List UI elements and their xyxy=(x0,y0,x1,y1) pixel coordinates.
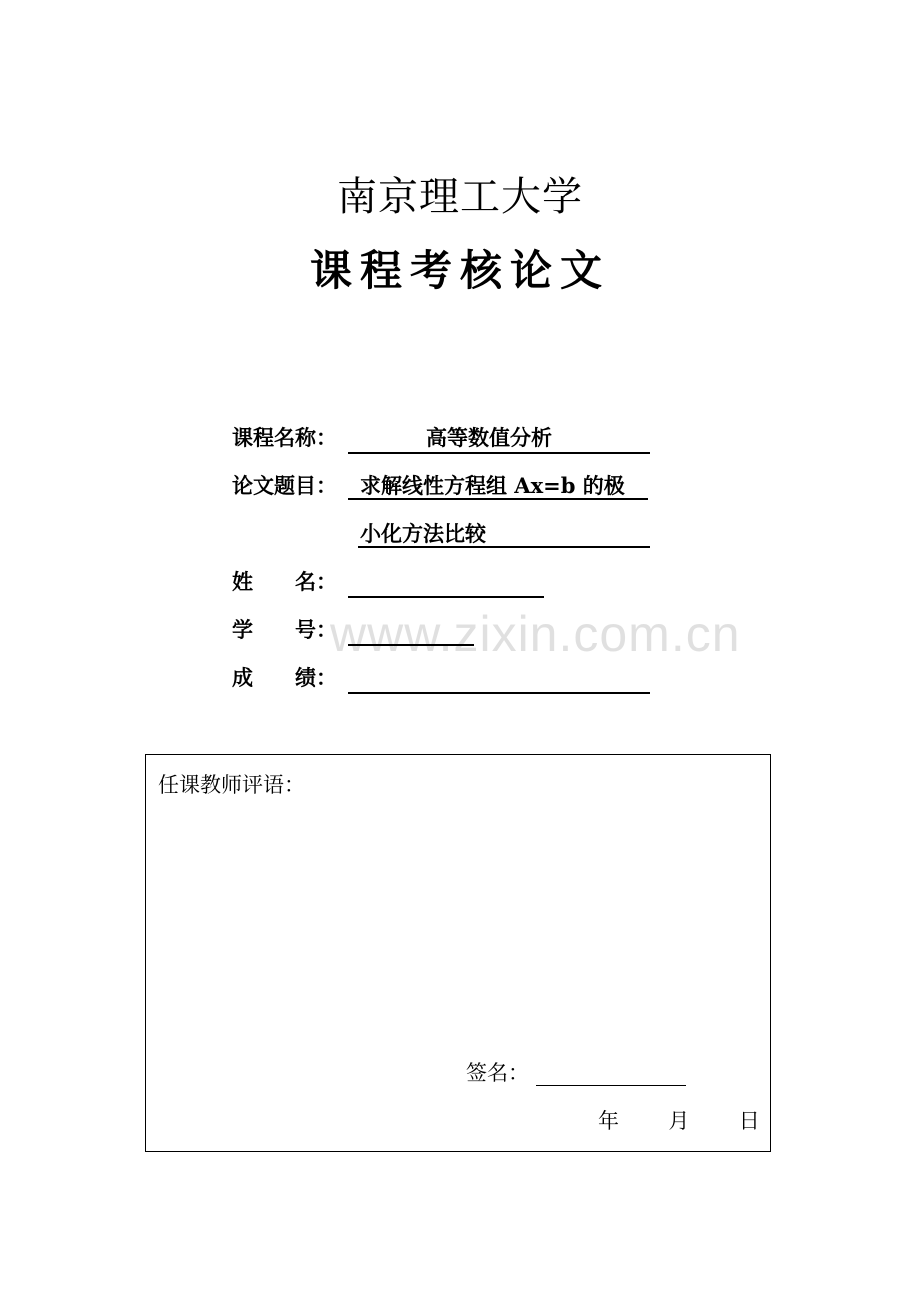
name-label: 姓 名： xyxy=(232,569,337,594)
date-month: 月 xyxy=(668,1109,690,1133)
course-name-field[interactable] xyxy=(348,424,650,454)
watermark: www.zixin.com.cn xyxy=(330,606,741,662)
grade-label: 成 绩： xyxy=(232,665,337,690)
document-type-title: 课程考核论文 xyxy=(309,246,610,295)
teacher-comment-label: 任课教师评语： xyxy=(158,773,305,797)
paper-title-value-line1: 求解线性方程组 Ax=b 的极 xyxy=(360,473,625,498)
date-row xyxy=(598,1107,760,1135)
paper-title-field-line1[interactable] xyxy=(348,472,648,500)
teacher-comment-box[interactable] xyxy=(145,754,771,1152)
signature-line[interactable] xyxy=(536,1085,686,1086)
signature-label: 签名： xyxy=(466,1061,529,1085)
name-field[interactable] xyxy=(348,568,544,598)
date-day: 日 xyxy=(738,1109,760,1133)
student-id-label: 学 号： xyxy=(232,617,337,642)
paper-title-value-line2: 小化方法比较 xyxy=(360,521,486,546)
course-name-label: 课程名称： xyxy=(232,425,337,450)
paper-title-label: 论文题目： xyxy=(232,473,337,498)
paper-title-field-line2[interactable] xyxy=(358,520,650,548)
university-name: 南京理工大学 xyxy=(337,174,583,220)
grade-field[interactable] xyxy=(348,664,650,694)
course-name-value: 高等数值分析 xyxy=(426,425,552,450)
date-year: 年 xyxy=(598,1109,619,1133)
